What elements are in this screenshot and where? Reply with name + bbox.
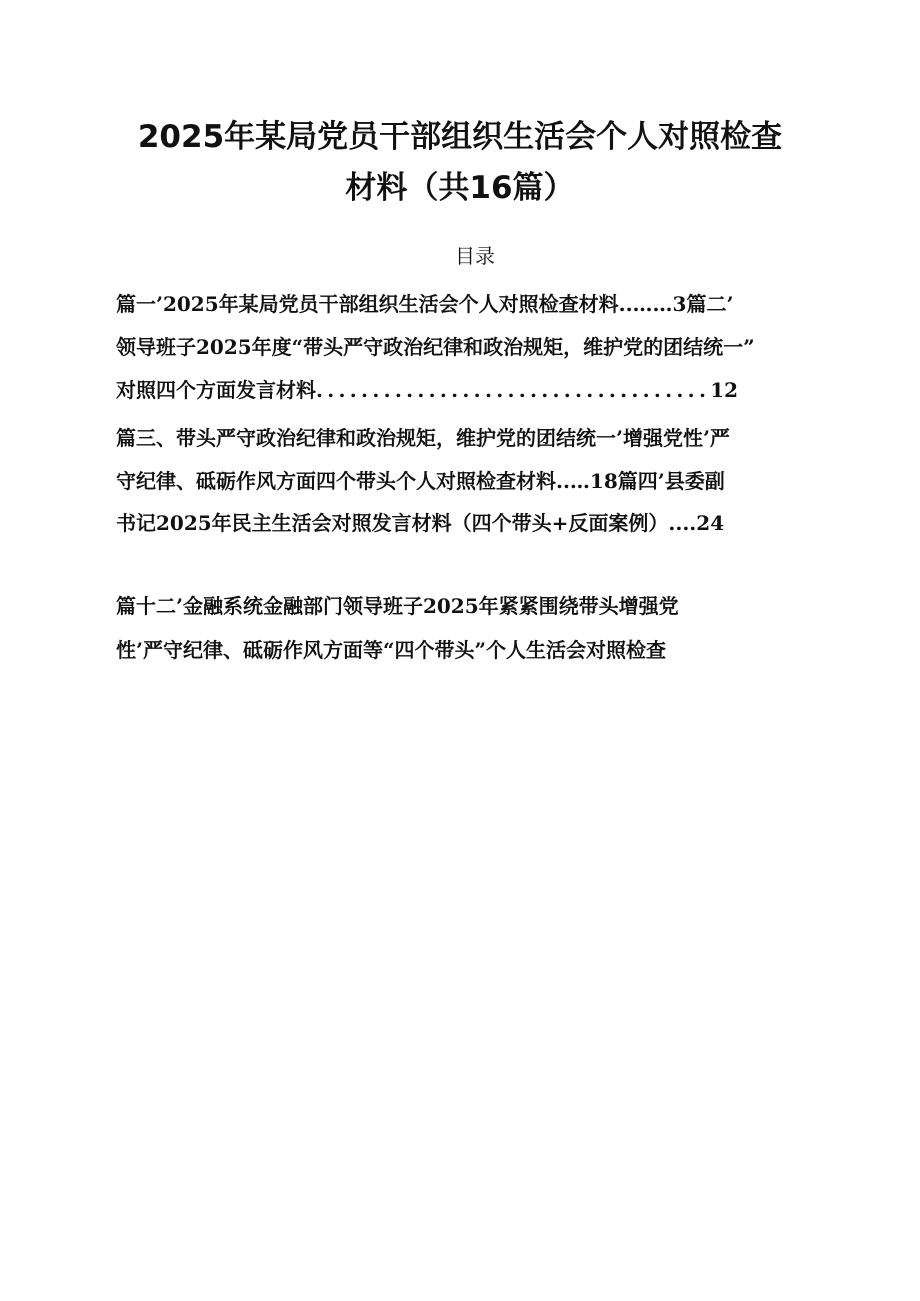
toc-page-number: 12 [710, 378, 739, 402]
toc-line-3-text: 对照四个方面发言材料 [116, 378, 316, 402]
toc-line-1: 篇一’2025年某局党员干部组织生活会个人对照检查材料..……3篇二’ [116, 292, 734, 316]
toc-line-6: 书记2025年民主生活会对照发言材料（四个带头+反面案例）....24 [116, 511, 725, 535]
document-title-line-1: 2025年某局党员干部组织生活会个人对照检查 [137, 119, 783, 155]
extra-line-2: 性’严守纪律、砥砺作风方面等“四个带头”个人生活会对照检查 [116, 638, 666, 662]
toc-leader-dots: ................................... [316, 378, 711, 402]
toc-line-2: 领导班子2025年度“带头严守政治纪律和政治规矩，维护党的团结统一” [116, 335, 755, 359]
toc-line-5: 守纪律、砥砺作风方面四个带头个人对照检查材料..…18篇四’县委副 [116, 469, 725, 493]
document-title-line-2: 材料（共16篇） [345, 170, 575, 206]
toc-heading: 目录 [455, 244, 495, 268]
extra-line-1: 篇十二’金融系统金融部门领导班子2025年紧紧围绕带头增强党 [116, 594, 679, 618]
toc-line-4: 篇三、带头严守政治纪律和政治规矩，维护党的团结统一’增强党性’严 [116, 426, 730, 450]
toc-line-3 [116, 372, 836, 408]
